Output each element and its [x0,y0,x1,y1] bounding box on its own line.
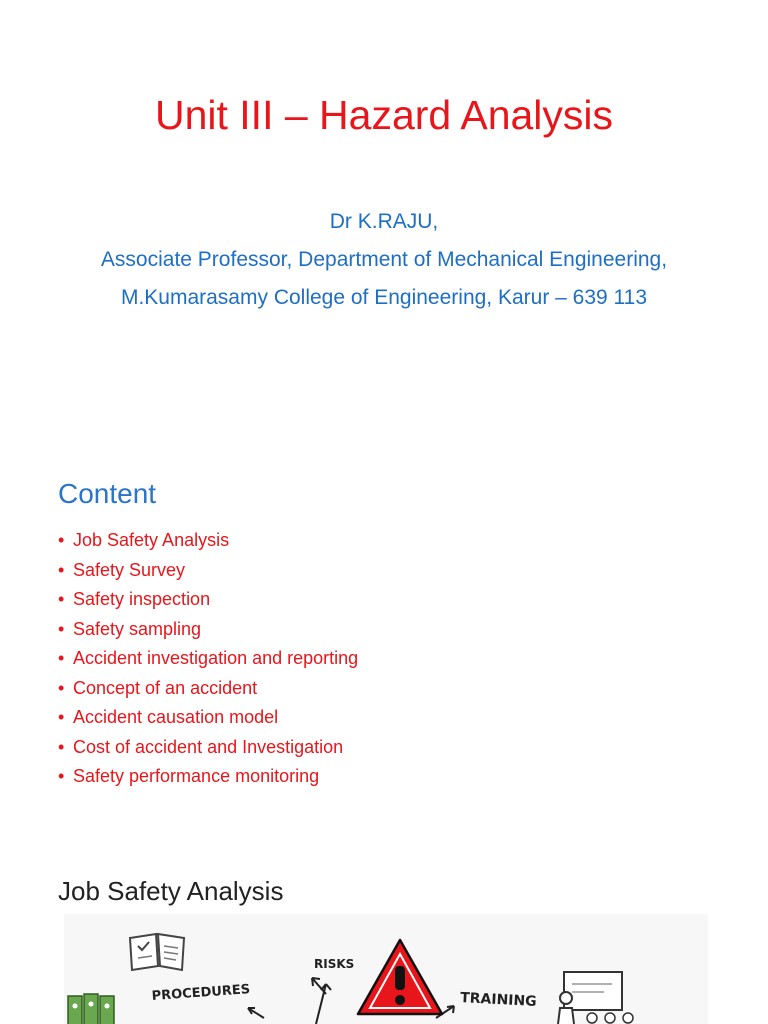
bullet-icon: • [58,618,65,639]
procedures-label: PROCEDURES [151,982,251,1004]
content-title: Content [58,478,157,509]
arrow-up-icon [316,984,331,1024]
author-block [0,203,768,317]
list-item [58,644,358,674]
bullet-icon: • [58,589,65,609]
list-item [58,703,358,733]
list-item [58,674,358,704]
list-item-text: Safety sampling [73,618,202,639]
bullet-icon: • [58,530,65,550]
warning-triangle-icon [358,940,442,1014]
document-icon [130,934,184,970]
risks-label: RISKS [314,957,355,971]
list-item-text: Cost of accident and Investigation [73,736,344,757]
list-item [58,762,358,792]
list-item-text: Safety performance monitoring [73,766,320,786]
bullet-icon: • [58,648,65,668]
binder-icon [68,994,114,1024]
jsa-illustration-svg [64,914,708,1024]
list-item-text: Accident causation model [73,707,279,727]
content-slide [0,440,768,840]
list-item [58,585,358,615]
bullet-icon: • [58,766,65,786]
audience-icon [587,1013,633,1023]
list-item-text: Accident investigation and reporting [73,648,359,668]
list-item [58,733,358,763]
list-item [58,615,358,645]
list-item-text: Safety Survey [73,559,186,580]
list-item [58,526,358,556]
list-item [58,556,358,586]
author-institution: M.Kumarasamy College of Engineering, Karur – 639 113 [120,286,648,309]
list-item-text: Safety inspection [73,589,211,609]
list-item-text: Concept of an accident [73,677,258,698]
training-label: TRAINING [459,990,538,1010]
list-item-text: Job Safety Analysis [73,530,230,550]
bullet-icon: • [58,707,65,727]
jsa-illustration [64,914,708,1024]
author-name: Dr K.RAJU, [329,210,439,233]
jsa-title: Job Safety Analysis [58,876,284,906]
title-slide [0,0,768,432]
bullet-icon: • [58,559,65,580]
author-position: Associate Professor, Department of Mechanical Engineering, [100,248,668,271]
slide-title: Unit III – Hazard Analysis [154,92,614,138]
jsa-slide [0,850,768,1024]
bullet-icon: • [58,736,65,757]
content-list [58,526,358,792]
bullet-icon: • [58,677,65,698]
